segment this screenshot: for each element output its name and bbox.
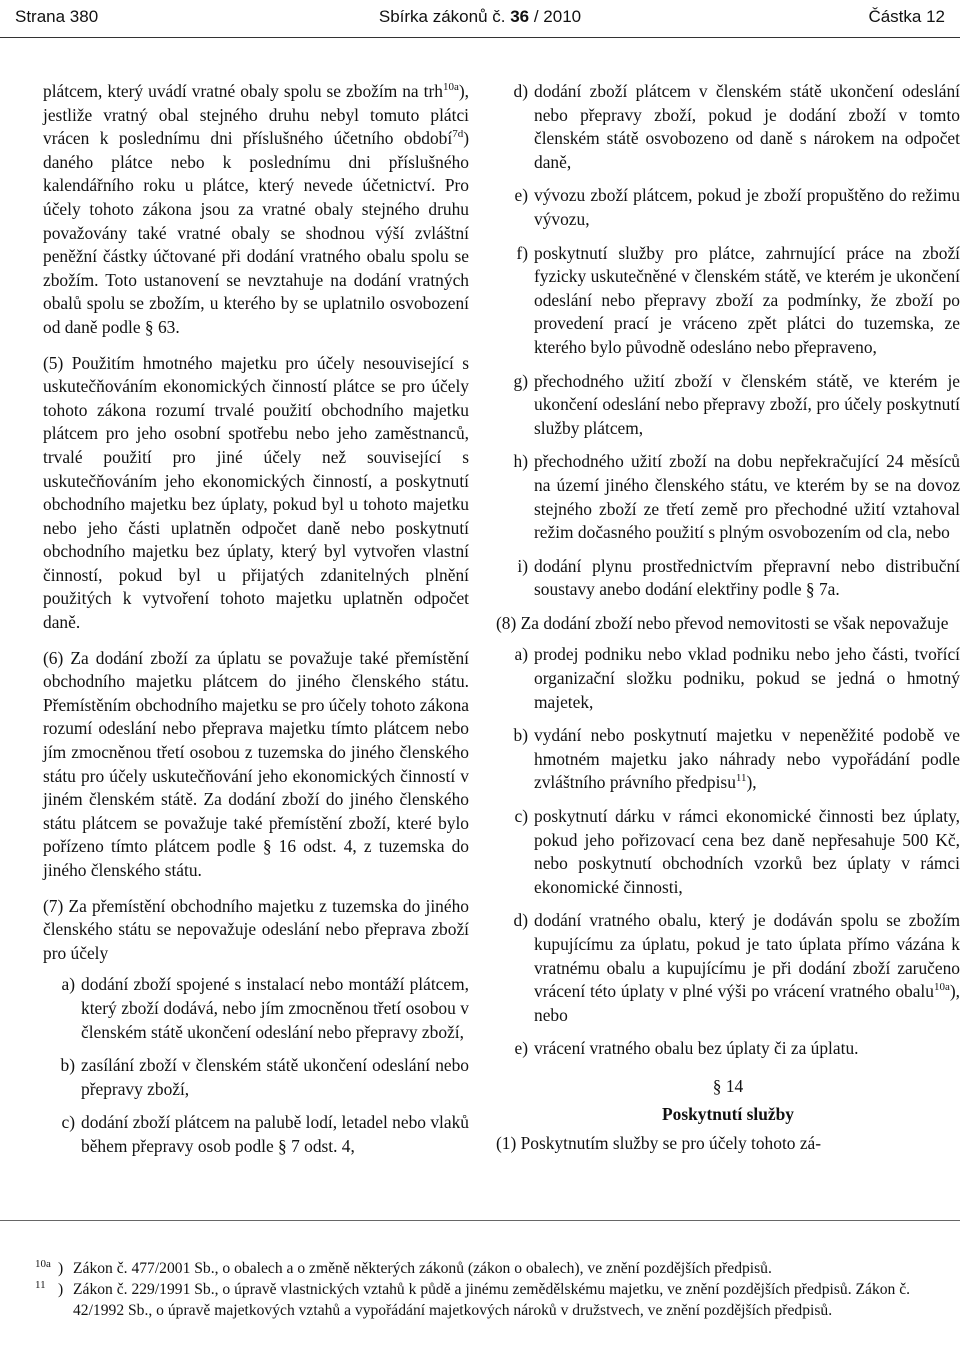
list-item-text-end: ), nebo [534, 981, 960, 1025]
list-item [496, 80, 960, 174]
paragraph-7: (7) Za přemístění obchodního majetku z tuzemska do jiného členského státu se nepovažuje odeslání nebo přeprava zboží pro účely [43, 895, 469, 963]
list-item-label: b) [513, 725, 528, 746]
list-item-label: d) [513, 910, 528, 931]
paragraph-continued [43, 80, 469, 340]
list-item-text: dodání vratného obalu, který je dodáván spolu se zbožím kupujícímu za úplatu, pokud je tato úplata přímo vázána k vratnému obalu a kupujícímu je při dodání zboží zaručeno vrácení této úplaty v plné výši po vrácení vratného obalu [534, 910, 960, 1002]
list-item [496, 1037, 960, 1061]
footnote-text: Zákon č. 229/1991 Sb., o úpravě vlastnických vztahů k půdě a jinému zemědělskému majetku, ve znění pozdějších předpisů. Zákon č. 42/1992 Sb., o úpravě majetkových vztahů a vypořádání majetkových nároků v družstvech, ve znění pozdějších předpisů. [73, 1281, 911, 1319]
list-item-text: vrácení vratného obalu bez úplaty či za úplatu. [534, 1038, 859, 1059]
footnote-divider [0, 1220, 960, 1221]
list-item-label: d) [513, 81, 528, 101]
collection-year: / 2010 [529, 7, 582, 26]
list-item-label: f) [516, 242, 528, 263]
paragraph-8: (8) Za dodání zboží nebo převod nemovitosti se však nepovažuje [496, 612, 949, 633]
list-item-text: prodej podniku nebo vklad podniku nebo jeho části, tvořící organizační složku podniku, pokud se jedná o hmotný majetek, [534, 644, 960, 712]
paragraph-text: ) daného plátce nebo k poslednímu dni příslušného kalendářního roku u plátce, který nevede účetnictví. Pro účely tohoto zákona jsou za vratné obaly stejného druhu považovány také vratné obaly se shodnou výší zvláštní peněžní částky účtované při dodání vratného obalu spolu se zbožím. Toto ustanovení se nevztahuje na dodání vratných obalů spolu se zbožím, u kterého by se uplatnilo osvobození od daně podle § 63. [43, 128, 469, 337]
page-header [0, 0, 960, 38]
collection-title [0, 7, 960, 27]
list-item-label: i) [517, 555, 528, 576]
list-item [496, 184, 960, 231]
list-item [496, 643, 960, 714]
footnote [15, 1258, 955, 1279]
footnote [15, 1279, 955, 1321]
list-item-label: g) [513, 370, 528, 391]
list-item-label: c) [61, 1112, 75, 1133]
footnote-mark: 10a [35, 1258, 51, 1270]
section-number: § 14 [712, 1075, 744, 1096]
list-item [496, 450, 960, 544]
footnote-mark: 11 [35, 1279, 46, 1291]
page-number: Strana 380 [15, 7, 99, 26]
collection-number: 36 [510, 7, 530, 26]
list-item-text: poskytnutí dárku v rámci ekonomické činnosti bez úplaty, pokud jeho pořizovací cena bez daně nepřesahuje 500 Kč, nebo poskytnutí obchodních vzorků bez úplaty v rámci ekonomické činnosti, [534, 806, 960, 897]
footnote-ref-10a[interactable]: 10a [933, 981, 950, 994]
list-item [43, 1054, 469, 1101]
list-item-label: b) [60, 1055, 75, 1076]
footnote-ref-7d[interactable]: 7d [452, 128, 464, 141]
list-item-text: dodání plynu prostřednictvím přepravní nebo distribuční soustavy anebo dodání elektřiny podle § 7a. [534, 555, 960, 600]
footnote-text: Zákon č. 477/2001 Sb., o obalech a o změně některých zákonů (zákon o obalech), ve znění pozdějších předpisů. [73, 1260, 772, 1277]
list-item [43, 973, 469, 1044]
list-item [496, 724, 960, 795]
footnote-paren: ) [58, 1260, 64, 1277]
section-title: Poskytnutí služby [662, 1103, 794, 1124]
paragraph-6: (6) Za dodání zboží za úplatu se považuje také přemístění obchodního majetku plátcem do jiného členského státu. Přemístěním obchodního majetku se pro účely tohoto zákona rozumí odeslání nebo přeprava majetku tímto plátcem nebo jím zmocněnou třetí osobou z tuzemska do jiného členského státu pro účely uskutečňování jeho ekonomických činností v jiném členském státě. Za dodání zboží do jiného členského státu plátcem se považuje také přemístění zboží, které bylo pořízeno tímto plátcem podle § 16 odst. 4, z tuzemska do jiného členského státu. [43, 647, 469, 880]
list-item-label: e) [514, 1038, 528, 1059]
footnote-paren: ) [58, 1281, 64, 1298]
list-item [43, 1111, 469, 1158]
list-item-text: vydání nebo poskytnutí majetku v nepeněžité podobě ve hmotném majetku jako náhrady nebo vypořádání podle zvláštního právního předpisu [534, 725, 960, 793]
list-item-text: dodání zboží plátcem v členském státě ukončení odeslání nebo přepravy zboží, pokud je dodání zboží v tomto členském státě osvobozeno od daně s nárokem na odpočet daně, [534, 81, 960, 172]
list-item-text: vývozu zboží plátcem, pokud je zboží propuštěno do režimu vývozu, [534, 185, 960, 229]
part-label: Částka 12 [868, 7, 945, 26]
paragraph-5: (5) Použitím hmotného majetku pro účely nesouvisející s uskutečňováním ekonomických činností plátce se pro účely tohoto zákona rozumí trvalé použití obchodního majetku plátcem pro jeho osobní spotřebu nebo jeho zaměstnanců, trvalé použití pro jiné účely než související s uskutečňováním jeho ekonomických činností, a poskytnutí obchodního majetku bez úplaty, pokud byl u tohoto majetku nebo jeho části uplatněn odpočet daně nebo poskytnutí obchodního majetku bez úplaty, který byl vytvořen vlastní činností, pokud byl u přijatých zdanitelných plnění použitých k vytvoření tohoto majetku uplatněn odpočet daně. [43, 352, 469, 633]
paragraph-text: ), jestliže vratný obal stejného druhu nebyl tomuto plátci vrácen k poslednímu dni příslušného účetního období [43, 81, 469, 149]
footnotes [15, 1258, 955, 1321]
list-item-text: přechodného užití zboží v členském státě, ve kterém je ukončení odeslání nebo přepravy zboží, pro účely poskytnutí služby plátcem, [534, 370, 960, 438]
paragraph-section-14-1: (1) Poskytnutím služby se pro účely tohoto zá- [496, 1133, 822, 1154]
paragraph-text: plátcem, který uvádí vratné obaly spolu se zbožím na trh [43, 81, 443, 101]
list-item [496, 805, 960, 899]
right-column [496, 80, 960, 1168]
footnote-ref-11[interactable]: 11 [735, 772, 747, 785]
list-item-label: a) [61, 974, 75, 995]
list-item [496, 242, 960, 360]
left-column [43, 80, 469, 1169]
footnote-ref-10a[interactable]: 10a [442, 81, 459, 93]
list-item-text-end: ), [746, 772, 757, 793]
list-item-label: h) [513, 451, 528, 472]
list-item [496, 909, 960, 1027]
list-item-text: dodání zboží spojené s instalací nebo montáží plátcem, který zboží dodává, nebo jím zmocněnou třetí osobou v členském státě ukončení odeslání nebo přepravy zboží, [81, 974, 469, 1042]
collection-prefix: Sbírka zákonů č. [378, 7, 511, 26]
list-item-text: dodání zboží plátcem na palubě lodí, letadel nebo vlaků během přepravy osob podle § 7 odst. 4, [81, 1112, 469, 1156]
list-item-text: zasílání zboží v členském státě ukončení odeslání nebo přepravy zboží, [81, 1055, 469, 1099]
list-item-label: e) [514, 185, 528, 206]
list-item-label: c) [514, 806, 528, 827]
list-item-text: přechodného užití zboží na dobu nepřekračující 24 měsíců na území jiného členského státu, ve kterém by se na dovoz stejného zboží ze třetí země pro přechodné užití vztahoval režim dočasného použití s plným osvobozením od cla, nebo [534, 451, 960, 543]
list-item-text: poskytnutí služby pro plátce, zahrnující práce na zboží fyzicky uskutečněné v členském státě, ve kterém je ukončení odeslání nebo přepravy zboží za podmínky, že zboží po provedení prací je vráceno zpět plátci do tuzemska, ze kterého bylo původně odesláno nebo přepraveno, [534, 242, 960, 357]
list-item-label: a) [514, 644, 528, 665]
list-item [496, 555, 960, 602]
list-item [496, 370, 960, 441]
